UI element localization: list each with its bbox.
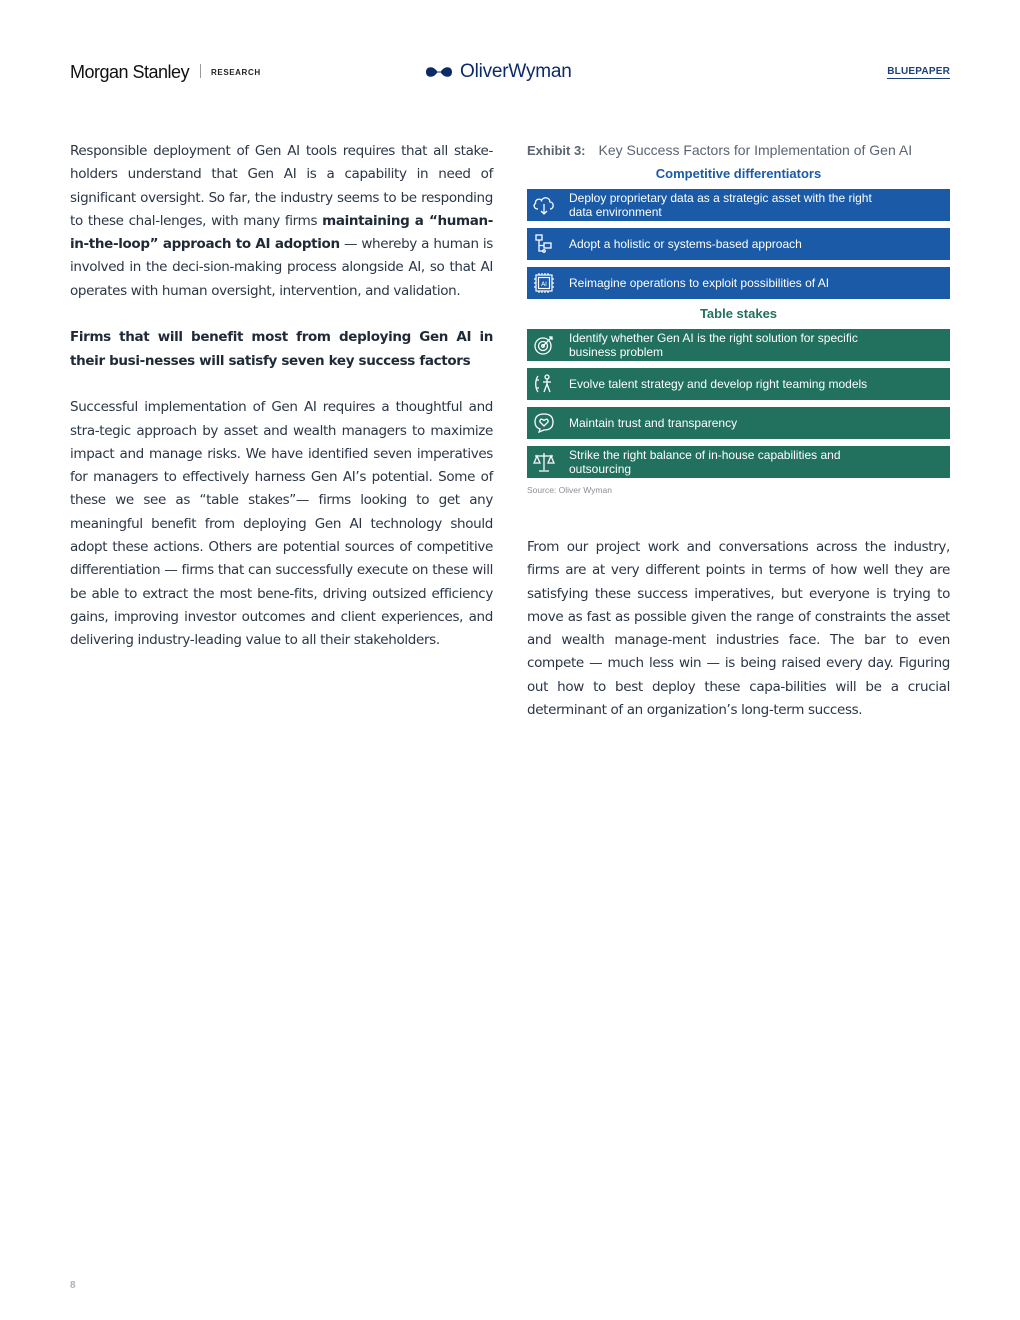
left-column [70, 140, 493, 676]
bluepaper-label: BLUEPAPER [887, 66, 950, 77]
competitive-differentiators-heading: Competitive differentiators [655, 166, 822, 181]
oliver-wyman-wordmark: OliverWyman [460, 61, 572, 82]
section-heading: Firms that will benefit most from deploying Gen AI in their busi-nesses will satisfy seven key success factors [70, 329, 493, 369]
emphasis: maintaining a “human-in-the-loop” approach to AI adoption [70, 212, 493, 253]
exhibit-number: Exhibit 3: [527, 143, 586, 158]
paragraph: From our project work and conversations across the industry, firms are at very different points in terms of how well they are satisfying these success imperatives, but everyone is trying to move as fast as possible given the range of constraints the asset and wealth manage-ment industries face. The bar to even compete — much less win — is being raised every day. Figuring out how to best deploy these capa-bilities will be a crucial determinant of an organization’s long-term success. [527, 539, 950, 719]
factor-item: AI Reimagine operations to exploit possibilities of AI [527, 267, 950, 299]
factor-item: Deploy proprietary data as a strategic asset with the right data environment [527, 189, 950, 221]
svg-text:AI: AI [541, 280, 547, 288]
talent-icon [527, 368, 561, 400]
oliver-wyman-logo [424, 60, 572, 84]
trust-heart-icon [527, 407, 561, 439]
ai-chip-icon [527, 267, 561, 299]
page-number: 8 [70, 1280, 76, 1291]
exhibit-title: Key Success Factors for Implementation of Gen AI [598, 142, 913, 158]
header-divider [200, 64, 201, 78]
exhibit-source: Source: Oliver Wyman [527, 485, 612, 495]
right-column [527, 536, 950, 746]
cloud-download-icon [527, 189, 561, 221]
factor-item: Maintain trust and transparency [527, 407, 950, 439]
page-header [70, 60, 950, 86]
morgan-stanley-logo: Morgan Stanley [70, 62, 190, 82]
paragraph: Responsible deployment of Gen AI tools requires that all stake-holders understand that Gen AI is a capability in need of significant oversight. So far, the industry seems to be responding to these chal-lenges, with many firms maintaining a “human-in-the-loop” approach to AI adoption — whereby a human is involved in the deci-sion-making process alongside AI, so that AI operates with human oversight, intervention, and validation. [70, 143, 493, 299]
factor-item: Identify whether Gen AI is the right solution for specific business problem [527, 329, 950, 361]
research-label: RESEARCH [211, 68, 261, 77]
paragraph: Successful implementation of Gen AI requires a thoughtful and stra-tegic approach by asset and wealth managers to maximize impact and manage risks. We have identified seven imperatives for managers to effectively harness Gen AI’s potential. Some of these we see as “table stakes”— firms looking to get any meaningful benefit from deploying Gen AI technology should adopt these actions. Others are potential sources of competitive differentiation — firms that can successfully execute on these will be able to extract the most bene-fits, driving outsized efficiency gains, improving investor outcomes and client experiences, and delivering industry-leading value to all their stakeholders. [70, 399, 493, 649]
flowchart-icon [527, 228, 561, 260]
factor-item: Strike the right balance of in-house capabilities and outsourcing [527, 446, 950, 478]
exhibit-header [527, 142, 950, 162]
factor-item: Adopt a holistic or systems-based approach [527, 228, 950, 260]
table-stakes-heading: Table stakes [699, 306, 778, 321]
balance-scale-icon [527, 446, 561, 478]
oliver-wyman-mark-icon [424, 64, 454, 80]
factor-item: Evolve talent strategy and develop right teaming models [527, 368, 950, 400]
target-icon [527, 329, 561, 361]
exhibit-3 [527, 142, 950, 495]
